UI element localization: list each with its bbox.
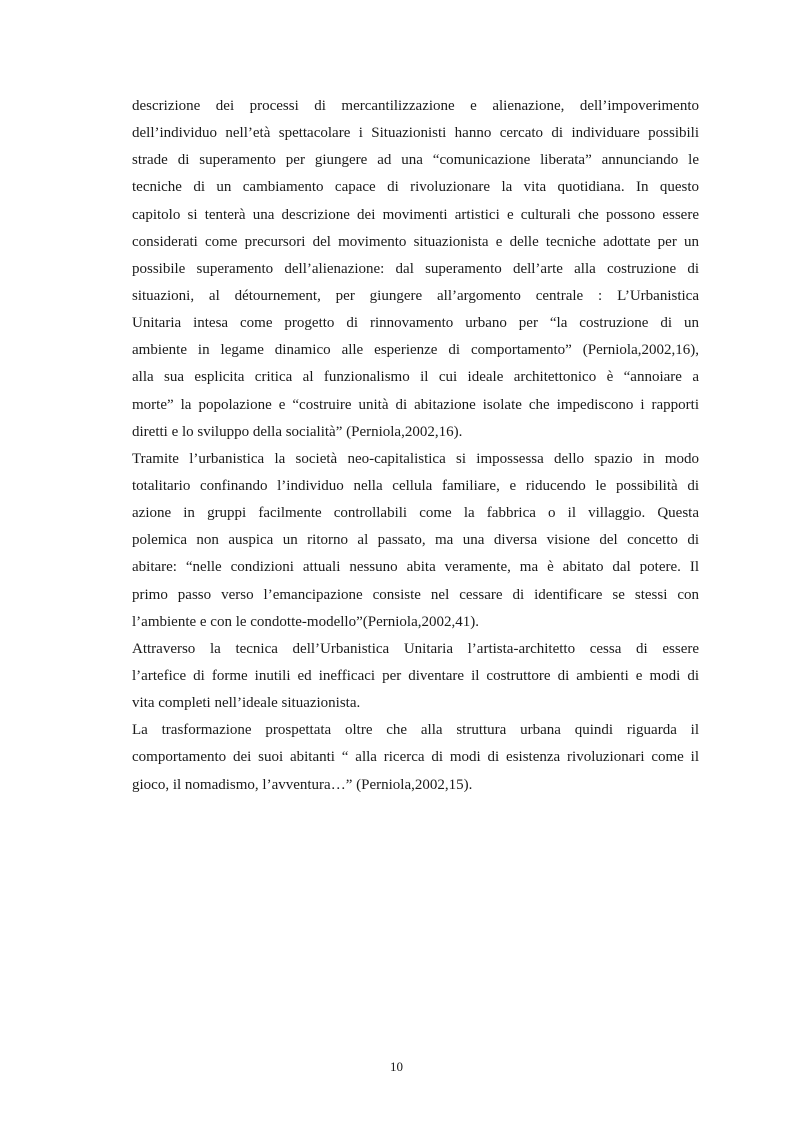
text-line: Tramite l’urbanistica la società neo-capitalistica si impossessa dello spazio in modo <box>132 450 699 467</box>
text-line: polemica non auspica un ritorno al passato, ma una diversa visione del concetto di <box>132 532 699 549</box>
text-line: comportamento dei suoi abitanti “ alla ricerca di modi di esistenza rivoluzionari come il <box>132 749 699 766</box>
text-line: gioco, il nomadismo, l’avventura…” (Perniola,2002,15). <box>132 776 473 793</box>
text-line: azione in gruppi facilmente controllabili come la fabbrica o il villaggio. Questa <box>132 505 699 522</box>
text-line: l’artefice di forme inutili ed inefficaci per diventare il costruttore di ambienti e modi di <box>132 667 699 684</box>
paragraph-4 <box>132 717 699 798</box>
paragraph-1 <box>132 93 699 446</box>
paragraph-2 <box>132 446 699 636</box>
text-line: morte” la popolazione e “costruire unità di abitazione isolate che impediscono i rapporti <box>132 396 699 413</box>
text-line: abitare: “nelle condizioni attuali nessuno abita veramente, ma è abitato dal potere. Il <box>132 559 699 576</box>
text-line: primo passo verso l’emancipazione consiste nel cessare di identificare se stessi con <box>132 586 699 603</box>
text-line: diretti e lo sviluppo della socialità” (Perniola,2002,16). <box>132 423 463 440</box>
text-line: capitolo si tenterà una descrizione dei movimenti artistici e culturali che possono essere <box>132 206 699 223</box>
text-line: La trasformazione prospettata oltre che alla struttura urbana quindi riguarda il <box>132 722 699 739</box>
body-text <box>132 93 699 799</box>
text-line: Attraverso la tecnica dell’Urbanistica Unitaria l’artista-architetto cessa di essere <box>132 640 699 657</box>
text-line: tecniche di un cambiamento capace di rivoluzionare la vita quotidiana. In questo <box>132 179 699 196</box>
paragraph-3 <box>132 636 699 717</box>
text-line: situazioni, al détournement, per giungere all’argomento centrale : L’Urbanistica <box>132 287 699 304</box>
text-line: dell’individuo nell’età spettacolare i Situazionisti hanno cercato di individuare possibili <box>132 125 699 142</box>
text-line: considerati come precursori del movimento situazionista e delle tecniche adottate per un <box>132 233 699 250</box>
text-line: l’ambiente e con le condotte-modello”(Perniola,2002,41). <box>132 613 479 630</box>
text-line: possibile superamento dell’alienazione: dal superamento dell’arte alla costruzione di <box>132 260 699 277</box>
text-line: strade di superamento per giungere ad una “comunicazione liberata” annunciando le <box>132 152 699 169</box>
page-number: 10 <box>390 1059 403 1074</box>
text-line: descrizione dei processi di mercantilizzazione e alienazione, dell’impoverimento <box>132 98 699 114</box>
text-line: totalitario confinando l’individuo nella cellula familiare, e riducendo le possibilità di <box>132 477 699 494</box>
text-line: Unitaria intesa come progetto di rinnovamento urbano per “la costruzione di un <box>132 315 699 332</box>
text-line: alla sua esplicita critica al funzionalismo il cui ideale architettonico è “annoiare a <box>132 369 699 386</box>
text-line: vita completi nell’ideale situazionista. <box>132 695 361 712</box>
text-line: ambiente in legame dinamico alle esperienze di comportamento” (Perniola,2002,16), <box>132 342 699 359</box>
